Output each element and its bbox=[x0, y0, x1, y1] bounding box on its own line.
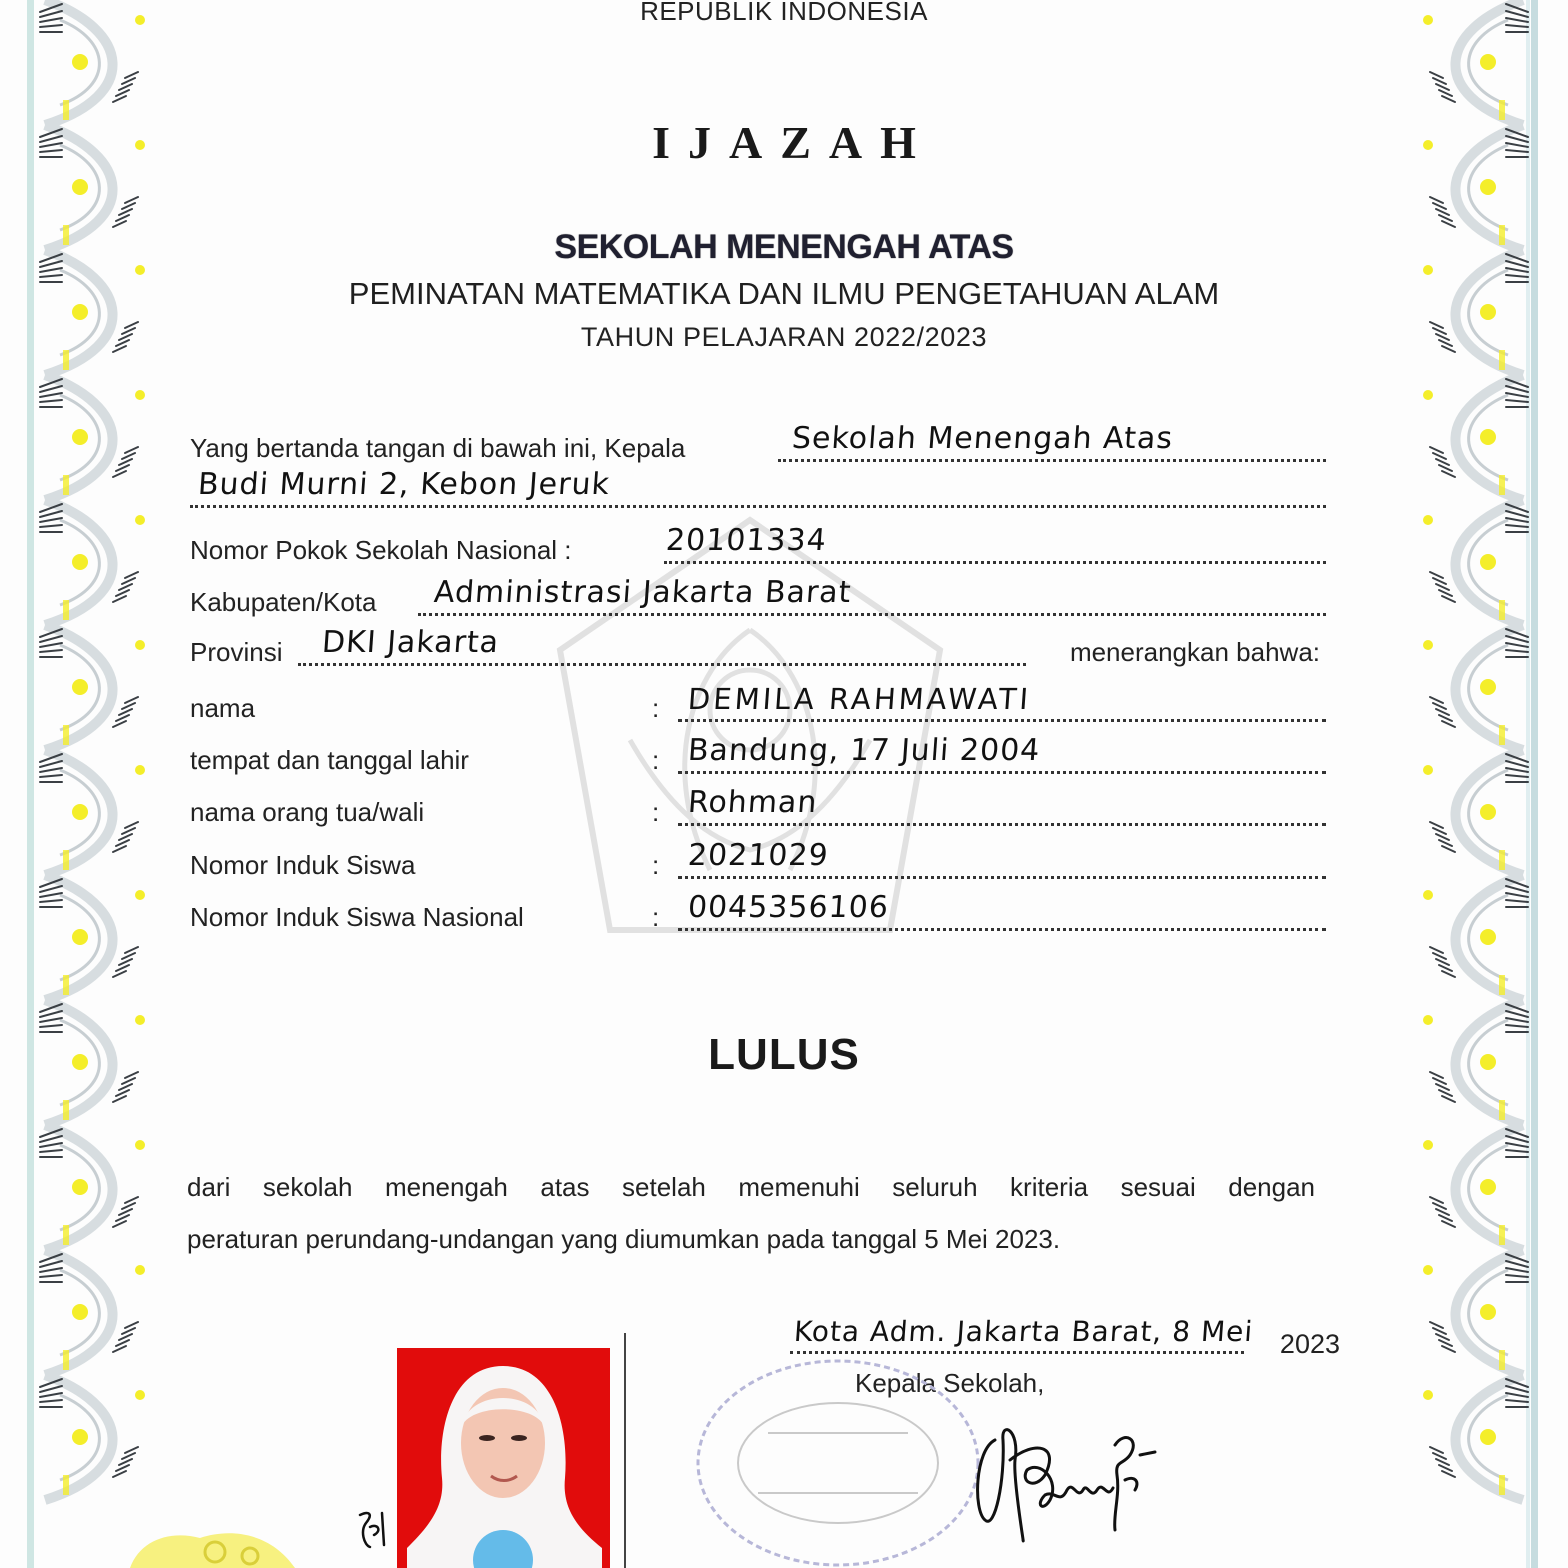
academic-year: TAHUN PELAJARAN 2022/2023 bbox=[580, 322, 988, 352]
ornament-motif bbox=[40, 1125, 145, 1250]
ornament-motif bbox=[40, 250, 145, 375]
city-value: Administrasi Jakarta Barat bbox=[432, 575, 853, 610]
ornament-motif bbox=[1423, 1375, 1528, 1500]
nisn-value: 0045356106 bbox=[686, 890, 891, 925]
student-field-row bbox=[190, 838, 1326, 885]
student-field-label: nama orang tua/wali bbox=[190, 797, 425, 827]
dotted-fill-line bbox=[678, 771, 1326, 774]
headmaster-title: Kepala Sekolah, bbox=[855, 1368, 1045, 1398]
student-field-row bbox=[190, 682, 1326, 728]
student-field-row bbox=[190, 785, 1326, 832]
ornament-motif bbox=[40, 875, 145, 1000]
signature-year: 2023 bbox=[1279, 1329, 1340, 1359]
school-name-line2: Budi Murni 2, Kebon Jeruk bbox=[196, 467, 612, 502]
province-value: DKI Jakarta bbox=[320, 625, 501, 660]
student-initial-signature bbox=[352, 1505, 396, 1555]
ornament-motif bbox=[1423, 500, 1528, 625]
school-stamp bbox=[688, 1345, 988, 1568]
program-heading: PEMINATAN MATEMATIKA DAN ILMU PENGETAHUAN ALAM bbox=[348, 276, 1220, 311]
ornament-motif bbox=[1423, 250, 1528, 375]
place-date-value: Kota Adm. Jakarta Barat, 8 Mei bbox=[792, 1315, 1255, 1348]
ornament-motif bbox=[40, 500, 145, 625]
ornament-motif bbox=[40, 1250, 145, 1375]
ornament-motif bbox=[40, 1375, 145, 1500]
province-row bbox=[190, 625, 1326, 672]
school-type-heading: SEKOLAH MENENGAH ATAS bbox=[554, 228, 1014, 266]
npsn-value: 20101334 bbox=[664, 523, 828, 558]
nis-value: 2021029 bbox=[686, 838, 830, 873]
city-label: Kabupaten/Kota bbox=[190, 587, 377, 617]
npsn-label: Nomor Pokok Sekolah Nasional : bbox=[190, 535, 572, 565]
student-field-label: tempat dan tanggal lahir bbox=[190, 745, 469, 775]
field-separator: : bbox=[652, 902, 660, 932]
field-separator: : bbox=[652, 850, 660, 880]
statement-line-1: dari sekolah menengah atas setelah memenuhi seluruh kriteria sesuai dengan bbox=[187, 1172, 1315, 1202]
school-intro-row bbox=[190, 421, 1326, 468]
student-field-label: nama bbox=[190, 693, 256, 723]
city-row bbox=[190, 575, 1326, 622]
field-separator: : bbox=[652, 693, 660, 723]
headmaster-signature bbox=[965, 1420, 1175, 1550]
birth-place-date-value: Bandung, 17 Juli 2004 bbox=[686, 733, 1042, 768]
dotted-fill-line bbox=[298, 663, 1026, 666]
dotted-fill-line bbox=[678, 719, 1326, 722]
document-title: IJAZAH bbox=[652, 117, 934, 168]
ornament-motif bbox=[1423, 375, 1528, 500]
dotted-fill-line bbox=[678, 876, 1326, 879]
dotted-fill-line bbox=[778, 459, 1326, 462]
student-name-value: DEMILA RAHMAWATI bbox=[686, 682, 1033, 716]
ornament-motif bbox=[1423, 625, 1528, 750]
statement-line-2: peraturan perundang-undangan yang diumumkan pada tanggal 5 Mei 2023. bbox=[187, 1224, 1061, 1254]
ornament-motif bbox=[40, 625, 145, 750]
ornament-motif bbox=[1423, 1250, 1528, 1375]
dotted-fill-line bbox=[678, 823, 1326, 826]
country-heading: REPUBLIK INDONESIA bbox=[640, 0, 928, 26]
gold-seal-fragment bbox=[120, 1518, 300, 1568]
dotted-fill-line bbox=[190, 505, 1326, 508]
student-photo bbox=[397, 1348, 610, 1568]
school-name-row bbox=[190, 467, 1326, 514]
ornament-motif bbox=[1423, 1125, 1528, 1250]
school-name-line1: Sekolah Menengah Atas bbox=[790, 421, 1175, 456]
ornament-motif bbox=[1423, 750, 1528, 875]
province-label: Provinsi bbox=[190, 637, 283, 667]
dotted-fill-line bbox=[678, 928, 1326, 931]
field-separator: : bbox=[652, 797, 660, 827]
ornament-motif bbox=[1423, 875, 1528, 1000]
student-field-row bbox=[190, 733, 1326, 780]
ornament-motif bbox=[40, 375, 145, 500]
dotted-fill-line bbox=[418, 613, 1326, 616]
dotted-fill-line bbox=[664, 561, 1326, 564]
student-field-row bbox=[190, 890, 1326, 937]
declares-label: menerangkan bahwa: bbox=[1069, 637, 1320, 667]
field-separator: : bbox=[652, 745, 660, 775]
school-intro-label: Yang bertanda tangan di bawah ini, Kepala bbox=[190, 433, 686, 463]
ornament-motif bbox=[40, 750, 145, 875]
student-field-label: Nomor Induk Siswa Nasional bbox=[190, 902, 524, 932]
photo-divider-line bbox=[624, 1333, 626, 1568]
graduation-status: LULUS bbox=[708, 1030, 860, 1079]
student-field-label: Nomor Induk Siswa bbox=[190, 850, 416, 880]
guardian-name-value: Rohman bbox=[686, 785, 819, 820]
npsn-row bbox=[190, 523, 1326, 570]
